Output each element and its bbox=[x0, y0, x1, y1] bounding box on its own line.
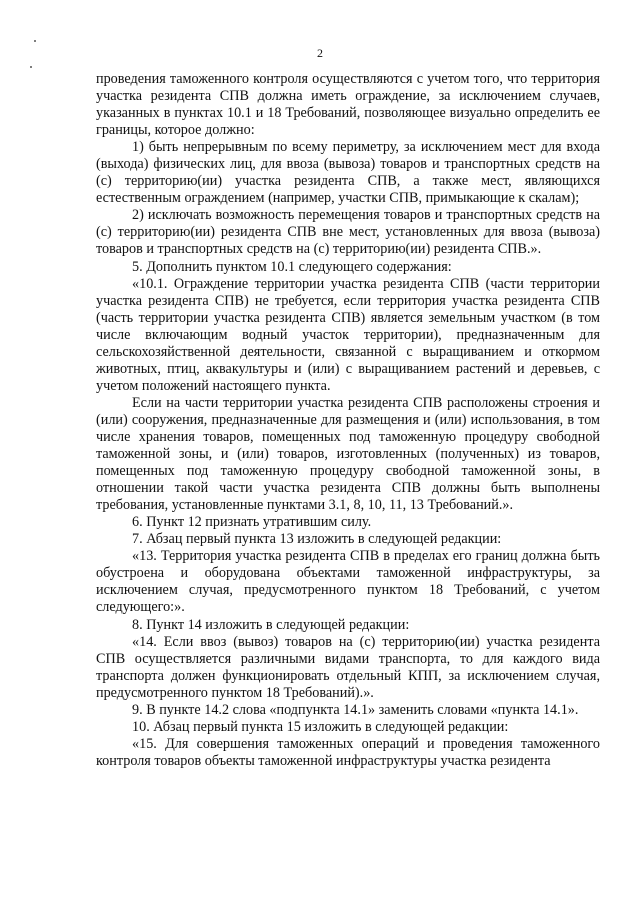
page-number: 2 bbox=[317, 46, 323, 60]
item-7-heading: 7. Абзац первый пункта 13 изложить в следующей редакции: bbox=[132, 531, 502, 548]
item-8-heading: 8. Пункт 14 изложить в следующей редакции: bbox=[132, 616, 410, 633]
list-item-1: 1) быть непрерывным по всему периметру, за исключением мест для входа (выхода) физических лиц, для ввоза (вывоза) товаров и транспортных средств на (с) территорию(ии) участка резидента СПВ, а также мест, являющихся естественным ограждением (например, участки СПВ, примыкающие к скалам); bbox=[96, 139, 600, 207]
item-10-1-text: «10.1. Ограждение территории участка резидента СПВ (части территории участка резидента СПВ) не требуется, если территория участка резидента СПВ (часть территории участка резидента СПВ) является земельным участком (в том числе включающим водный участок территории), предназначенным для сельскохозяйственной деятельности, связанной с выращиванием и откормом животных, птиц, аквакультуры и (или) с выращиванием растений и деревьев, с учетом положений настоящего пункта. bbox=[96, 275, 600, 394]
item-15-text: «15. Для совершения таможенных операций и проведения таможенного контроля товаров объекты таможенной инфраструктуры участка резидента bbox=[96, 735, 600, 769]
item-10-heading: 10. Абзац первый пункта 15 изложить в следующей редакции: bbox=[132, 718, 509, 735]
item-10-1-continuation: Если на части территории участка резидента СПВ расположены строения и (или) сооружения, предназначенные для размещения и (или) использования, в том числе хранения товаров, помещенных под таможенную процедуру свободной таможенной зоны, и (или) товаров, изготовленных (полученных) из товаров, помещенных под таможенную процедуру свободной таможенной зоны, в отношении такой части участка резидента СПВ должны быть выполнены требования, установленные пунктами 3.1, 8, 10, 11, 13 Требований.». bbox=[96, 394, 600, 514]
item-9: 9. В пункте 14.2 слова «подпункта 14.1» заменить словами «пункта 14.1». bbox=[132, 701, 579, 718]
item-13-text: «13. Территория участка резидента СПВ в пределах его границ должна быть обустроена и оборудована объектами таможенной инфраструктуры, за исключением случая, предусмотренного пунктом 18 Требований, с учетом следующего:». bbox=[96, 548, 600, 616]
item-6: 6. Пункт 12 признать утратившим силу. bbox=[132, 514, 372, 531]
paragraph-intro: проведения таможенного контроля осуществляются с учетом того, что территория участка резидента СПВ должна иметь ограждение, за исключением случаев, указанных в пунктах 10.1 и 18 Требований, позволяющее визуально определить ее границы, которое должно: bbox=[96, 71, 600, 139]
item-14-text: «14. Если ввоз (вывоз) товаров на (с) территорию(ии) участка резидента СПВ осуществляется различными видами транспорта, то для каждого вида транспорта должен функционировать отдельный КПП, за исключением случая, предусмотренного пунктом 18 Требований).». bbox=[96, 633, 600, 701]
document-body bbox=[96, 71, 600, 770]
scan-speck bbox=[34, 40, 36, 42]
scan-speck bbox=[30, 66, 32, 68]
list-item-2: 2) исключать возможность перемещения товаров и транспортных средств на (с) территорию(ии) резидента СПВ вне мест, установленных для ввоза (вывоза) товаров и транспортных средств на (с) территорию(ии) резидента СПВ.». bbox=[96, 207, 600, 258]
item-5-heading: 5. Дополнить пунктом 10.1 следующего содержания: bbox=[132, 258, 452, 275]
